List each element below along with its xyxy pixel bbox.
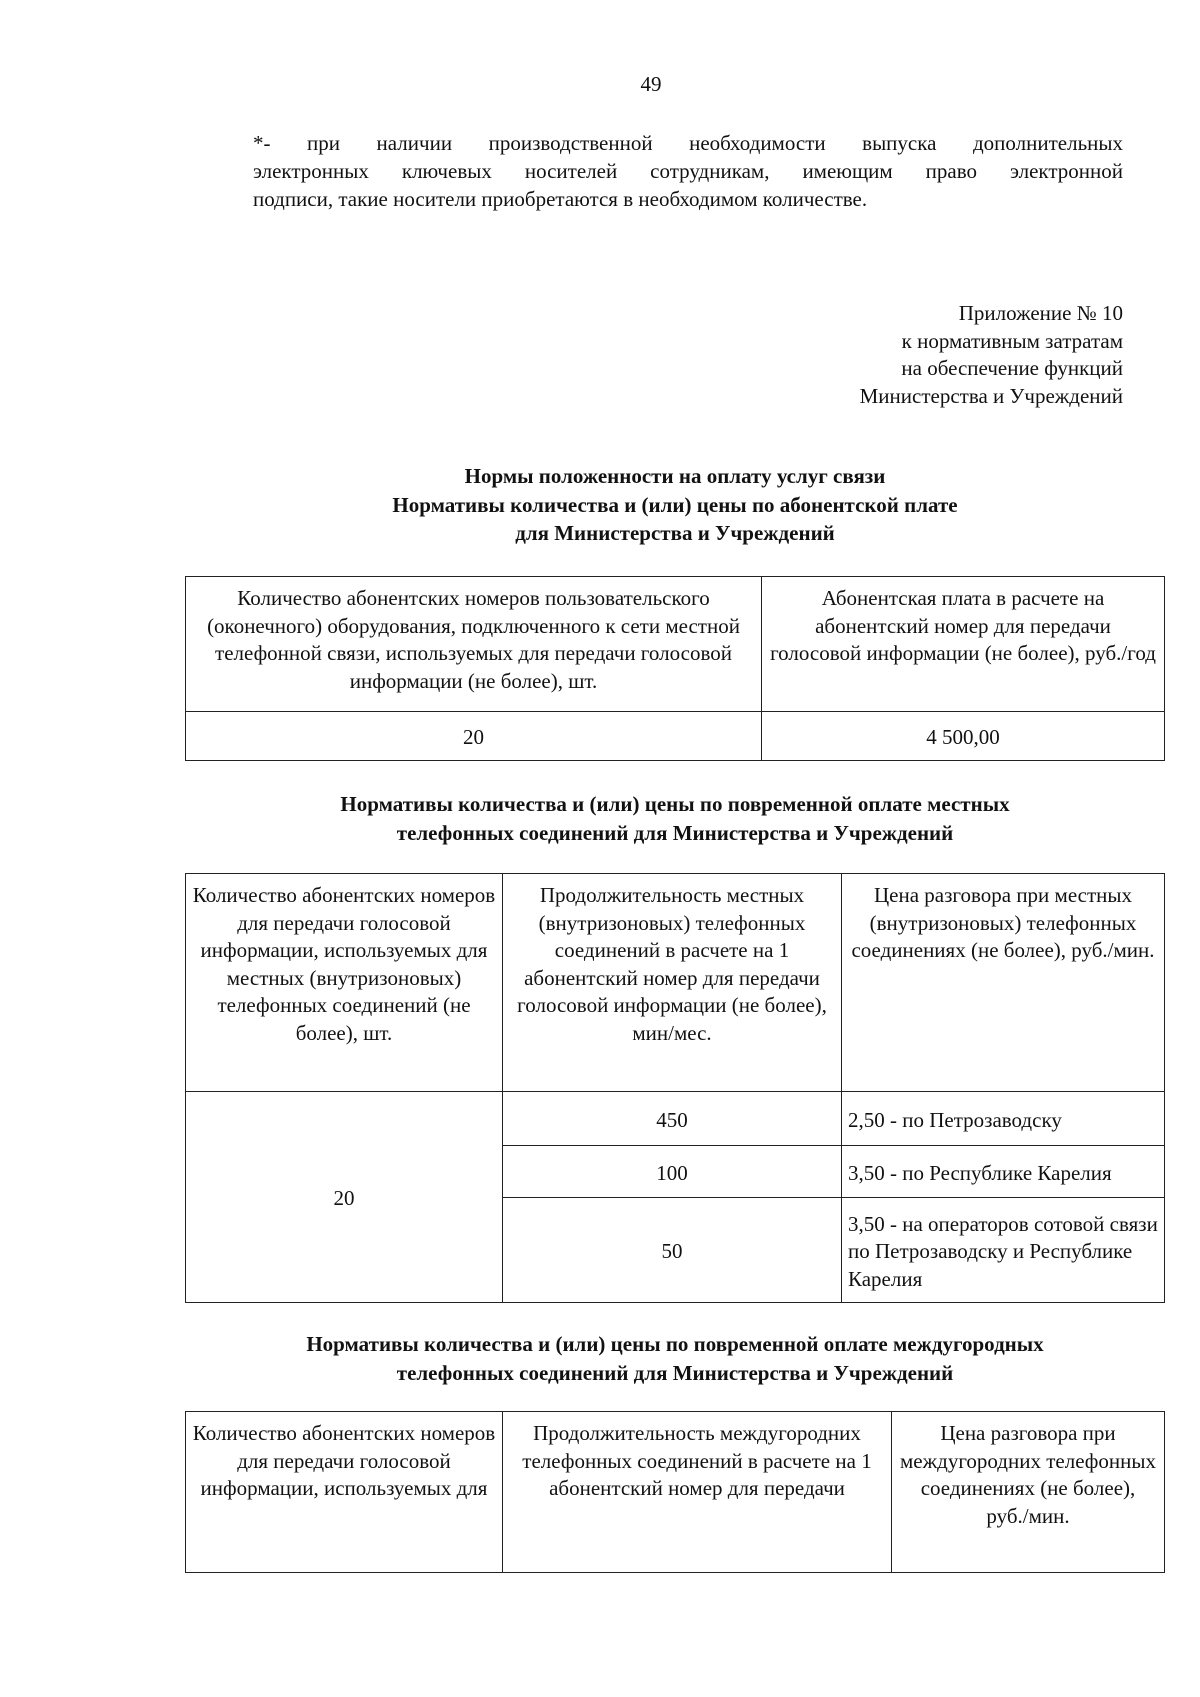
header-cell: Цена разговора при междугородних телефонных соединениях (не более), руб./мин. xyxy=(892,1412,1165,1573)
footnote-line: электронных ключевых носителей сотрудникам, имеющим право электронной xyxy=(253,159,1123,183)
cell-count: 20 xyxy=(186,1092,503,1303)
appendix-line: к нормативным затратам xyxy=(901,328,1123,353)
title-line: для Министерства и Учреждений xyxy=(515,521,835,545)
header-cell: Абонентская плата в расчете на абонентский номер для передачи голосовой информации (не более), руб./год xyxy=(762,577,1165,712)
page-number: 49 xyxy=(640,72,662,96)
title-line: Нормативы количества и (или) цены по повременной оплате местных xyxy=(340,792,1010,816)
section3-title xyxy=(185,1330,1165,1387)
cell-duration: 450 xyxy=(503,1092,842,1146)
title-line: Нормативы количества и (или) цены по повременной оплате междугородных xyxy=(306,1332,1044,1356)
header-cell: Продолжительность местных (внутризоновых) телефонных соединений в расчете на 1 абонентский номер для передачи голосовой информации (не более), мин/мес. xyxy=(503,874,842,1092)
appendix-line: на обеспечение функций xyxy=(901,356,1123,380)
cell-count: 20 xyxy=(186,712,762,761)
footnote-line: подписи, такие носители приобретаются в необходимом количестве. xyxy=(253,187,868,211)
title-line: Нормы положенности на оплату услуг связи xyxy=(464,464,886,488)
cell-price: 3,50 - по Республике Карелия xyxy=(842,1146,1165,1198)
appendix-line: Министерства и Учреждений xyxy=(859,383,1123,408)
header-cell: Количество абонентских номеров пользовательского (оконечного) оборудования, подключенного к сети местной телефонной связи, используемых для передачи голосовой информации (не более), шт. xyxy=(186,577,762,712)
appendix-line: Приложение № 10 xyxy=(958,301,1123,325)
cell-price: 3,50 - на операторов сотовой связи по Петрозаводску и Республике Карелия xyxy=(842,1198,1165,1303)
local-calls-table xyxy=(185,873,1165,1303)
section1-title xyxy=(185,462,1165,548)
long-distance-calls-table xyxy=(185,1411,1165,1573)
table-header-row xyxy=(186,577,1165,712)
footnote xyxy=(253,129,1123,213)
header-cell: Количество абонентских номеров для передачи голосовой информации, используемых для местных (внутризоновых) телефонных соединений (не более), шт. xyxy=(186,874,503,1092)
table-header-row xyxy=(186,874,1165,1092)
table-row xyxy=(186,1092,1165,1146)
header-cell: Цена разговора при местных (внутризоновых) телефонных соединениях (не более), руб./мин. xyxy=(842,874,1165,1092)
cell-price: 2,50 - по Петрозаводску xyxy=(842,1092,1165,1146)
title-line: телефонных соединений для Министерства и Учреждений xyxy=(396,820,954,845)
table-header-row xyxy=(186,1412,1165,1573)
section2-title xyxy=(185,790,1165,847)
cell-duration: 50 xyxy=(503,1198,842,1303)
header-cell: Количество абонентских номеров для передачи голосовой информации, используемых для xyxy=(186,1412,503,1573)
header-cell: Продолжительность междугородних телефонных соединений в расчете на 1 абонентский номер для передачи xyxy=(503,1412,892,1573)
cell-duration: 100 xyxy=(503,1146,842,1198)
table-row xyxy=(186,712,1165,761)
cell-fee: 4 500,00 xyxy=(762,712,1165,761)
appendix-reference xyxy=(860,300,1123,410)
subscription-fee-table xyxy=(185,576,1165,761)
title-line: Нормативы количества и (или) цены по абонентской плате xyxy=(392,492,958,517)
footnote-line: *- при наличии производственной необходимости выпуска дополнительных xyxy=(253,131,1123,155)
title-line: телефонных соединений для Министерства и Учреждений xyxy=(396,1360,954,1385)
